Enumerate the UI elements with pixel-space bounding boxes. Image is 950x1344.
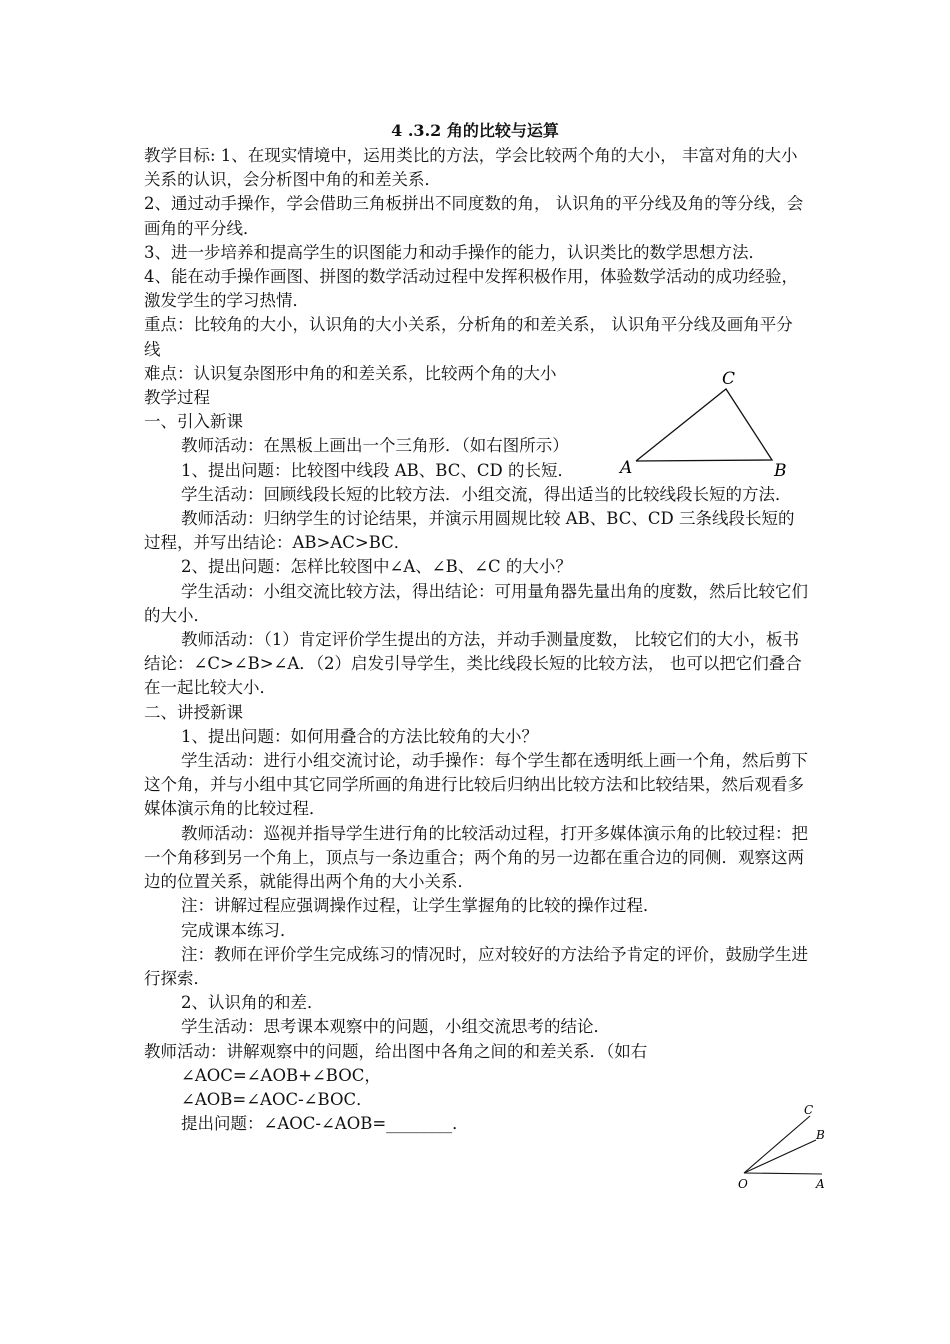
paragraph: 学生活动：回顾线段长短的比较方法．小组交流，得出适当的比较线段长短的方法． [181, 484, 792, 504]
paragraph: 学生活动：思考课本观察中的问题，小组交流思考的结论． [181, 1017, 610, 1037]
page-title: 4 .3.2 角的比较与运算 [391, 121, 559, 140]
point-label-o: O [738, 1177, 748, 1191]
paragraph: 教师活动：巡视并指导学生进行角的比较活动过程，打开多媒体演示角的比较过程：把一个角移到另一个角上，顶点与一条边重合；两个角的另一边都在重合边的同侧．观察这两边的位置关系，就能得出两个角的大小关系． [144, 823, 808, 892]
paragraph: 教师活动：归纳学生的讨论结果，并演示用圆规比较 AB、BC、CD 三条线段长短的过程，并写出结论：AB>AC>BC． [144, 509, 795, 553]
paragraph: 完成课本练习． [181, 920, 297, 940]
note: 注：教师在评价学生完成练习的情况时，应对较好的方法给予肯定的评价，鼓励学生进行探索． [144, 944, 808, 988]
paragraph: 学生活动：小组交流比较方法，得出结论：可用量角器先量出角的度数，然后比较它们的大小． [144, 581, 808, 625]
paragraph: 学生活动：进行小组交流讨论，动手操作：每个学生都在透明纸上画一个角，然后剪下这个角，并与小组中其它同学所画的角进行比较后归纳出比较方法和比较结果，然后观看多媒体演示角的比较过程． [144, 751, 808, 819]
point-label-c: C [804, 1103, 814, 1117]
paragraph: 教师活动：（1）肯定评价学生提出的方法，并动手测量度数， 比较它们的大小，板书结论：∠C>∠B>∠A．（2）启发引导学生，类比线段长短的比较方法， 也可以把它们叠合在一起比较大小． [144, 630, 802, 698]
section-heading: 二、讲授新课 [144, 702, 243, 722]
paragraph: 3、进一步培养和提高学生的识图能力和动手操作的能力，认识类比的数学思想方法． [144, 242, 765, 262]
ray-oa [744, 1173, 822, 1174]
vertex-label-a: A [620, 458, 633, 478]
equation: ∠AOB=∠AOC-∠BOC． [181, 1089, 373, 1109]
paragraph: 难点：认识复杂图形中角的和差关系，比较两个角的大小 [144, 363, 557, 383]
question: 提出问题：∠AOC-∠AOB=________． [181, 1114, 469, 1134]
ray-oc [744, 1116, 810, 1173]
equation: ∠AOC=∠AOB+∠BOC， [181, 1065, 381, 1085]
note: 注：讲解过程应强调操作过程，让学生掌握角的比较的操作过程． [181, 896, 660, 916]
section-heading: 一、引入新课 [144, 412, 243, 432]
point-label-b: B [816, 1128, 825, 1142]
paragraph: 教学过程 [144, 388, 210, 408]
vertex-label-c: C [722, 369, 736, 389]
paragraph: 1、提出问题：如何用叠合的方法比较角的大小？ [181, 726, 538, 746]
vertex-label-b: B [774, 461, 787, 481]
paragraph: 教学目标: 1、在现实情境中，运用类比的方法，学会比较两个角的大小， 丰富对角的大小关系的认识，会分析图中角的和差关系． [144, 146, 798, 190]
triangle-outline [636, 389, 772, 461]
paragraph: 2、认识角的和差． [181, 993, 324, 1013]
triangle-figure [612, 368, 812, 483]
ray-ob [744, 1140, 816, 1173]
paragraph: 2、提出问题：怎样比较图中∠A、∠B、∠C 的大小？ [181, 557, 572, 577]
paragraph: 1、提出问题：比较图中线段 AB、BC、CD 的长短． [181, 460, 574, 480]
paragraph: 重点：比较角的大小，认识角的大小关系，分析角的和差关系， 认识角平分线及画角平分线 [144, 315, 793, 359]
paragraph: 教师活动：在黑板上画出一个三角形．（如右图所示） [181, 436, 569, 456]
paragraph: 教师活动：讲解观察中的问题，给出图中各角之间的和差关系．（如右 [144, 1041, 648, 1061]
point-label-a: A [816, 1177, 825, 1191]
paragraph: 2、通过动手操作，学会借助三角板拼出不同度数的角， 认识角的平分线及角的等分线，会画角的平分线． [144, 194, 804, 238]
angle-figure [734, 1098, 834, 1193]
lesson-body [144, 144, 808, 1136]
paragraph: 4、能在动手操作画图、拼图的数学活动过程中发挥积极作用，体验数学活动的成功经验，激发学生的学习热情． [144, 267, 798, 311]
